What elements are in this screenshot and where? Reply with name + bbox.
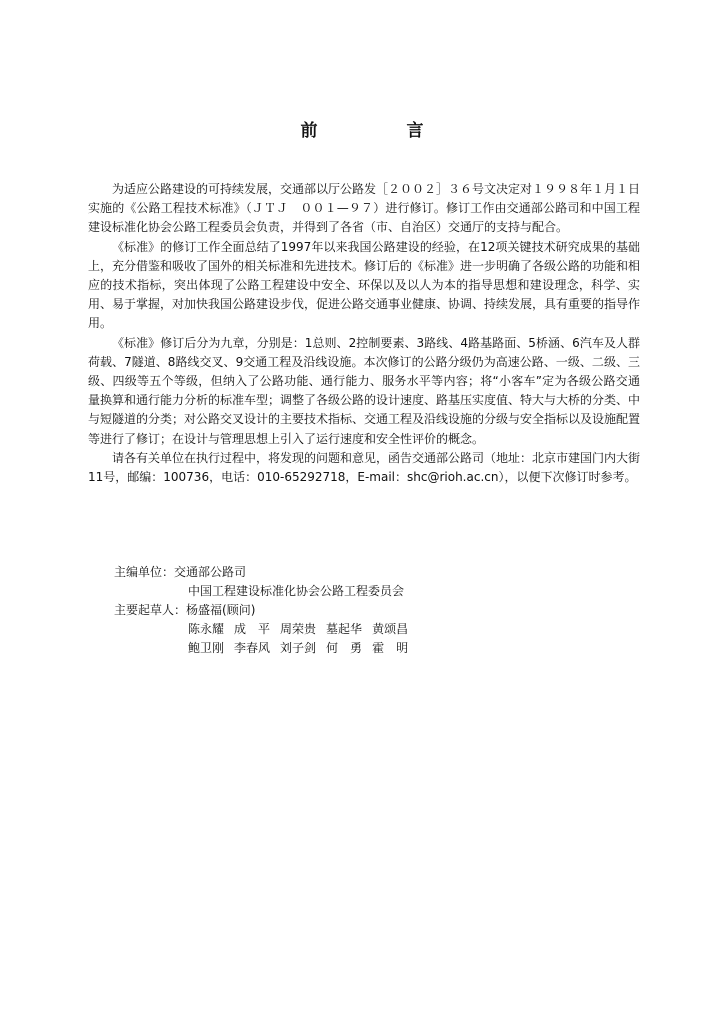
drafters-row-3 (114, 639, 418, 658)
drafters-row-1 (114, 601, 418, 620)
drafter-name: 李春风 (234, 641, 271, 655)
drafters-list-3 (188, 639, 418, 658)
editor-row-2 (114, 582, 418, 601)
drafter-name: 黄颂昌 (372, 622, 409, 636)
paragraph-4: 请各有关单位在执行过程中，将发现的问题和意见，函告交通部公路司（地址：北京市建国门内大街11号，邮编：100736，电话：010-65292718，E-mail：shc@rioh.ac.cn），以便下次修订时参考。 (88, 450, 641, 485)
paragraph-2: 《标准》的修订工作全面总结了1997年以来我国公路建设的经验，在12项关键技术研究成果的基础上，充分借鉴和吸收了国外的相关标准和先进技术。修订后的《标准》进一步明确了各级公路的功能和相应的技术指标，突出体现了公路工程建设中安全、环保以及以人为本的指导思想和建设理念，科学、实用、易于掌握，对加快我国公路建设步伐，促进公路交通事业健康、协调、持续发展，具有重要的指导作用。 (88, 239, 641, 331)
body-text (88, 180, 640, 487)
paragraph-1: 为适应公路建设的可持续发展，交通部以厅公路发［２００２］３６号文决定对１９９８年１月１日实施的《公路工程技术标准》（ＪＴＪ ００１—９７）进行修订。修订工作由交通部公路司和中国工程建设标准化协会公路工程委员会负责，并得到了各省（市、自治区）交通厅的支持与配合。 (88, 182, 641, 235)
drafter-name: 刘子剑 (280, 641, 317, 655)
drafters-row-2 (114, 620, 418, 639)
drafter-name: 陈永耀 (188, 622, 225, 636)
drafter-name: 杨盛福(顾问) (186, 603, 256, 617)
page-title: 前 言 (300, 121, 460, 141)
drafter-name: 霍 明 (372, 641, 409, 655)
credits-block (114, 563, 418, 658)
paragraph-3: 《标准》修订后分为九章，分别是：1总则、2控制要素、3路线、4路基路面、5桥涵、6汽车及人群荷载、7隧道、8路线交叉、9交通工程及沿线设施。本次修订的公路分级仍为高速公路、一级、二级、三级、四级等五个等级，但纳入了公路功能、通行能力、服务水平等内容；将“小客车”定为各级公路交通量换算和通行能力分析的标准车型；调整了各级公路的设计速度、路基压实度值、特大与大桥的分类、中与短隧道的分类；对公路交叉设计的主要技术指标、交通工程及沿线设施的分级与安全指标以及设施配置等进行了修订；在设计与管理思想上引入了运行速度和安全性评价的概念。 (88, 335, 641, 446)
drafter-name: 何 勇 (326, 641, 363, 655)
drafters-list-2 (188, 620, 418, 639)
editor-unit-2: 中国工程建设标准化协会公路工程委员会 (188, 584, 405, 598)
drafter-name: 周荣贵 (280, 622, 317, 636)
drafters-label: 主要起草人： (114, 603, 187, 617)
editor-row-1 (114, 563, 418, 582)
editor-unit-1: 交通部公路司 (174, 565, 247, 579)
drafter-name: 鲍卫刚 (188, 641, 225, 655)
drafter-name: 成 平 (234, 622, 271, 636)
editor-label: 主编单位： (114, 565, 175, 579)
drafter-name: 墓起华 (326, 622, 363, 636)
